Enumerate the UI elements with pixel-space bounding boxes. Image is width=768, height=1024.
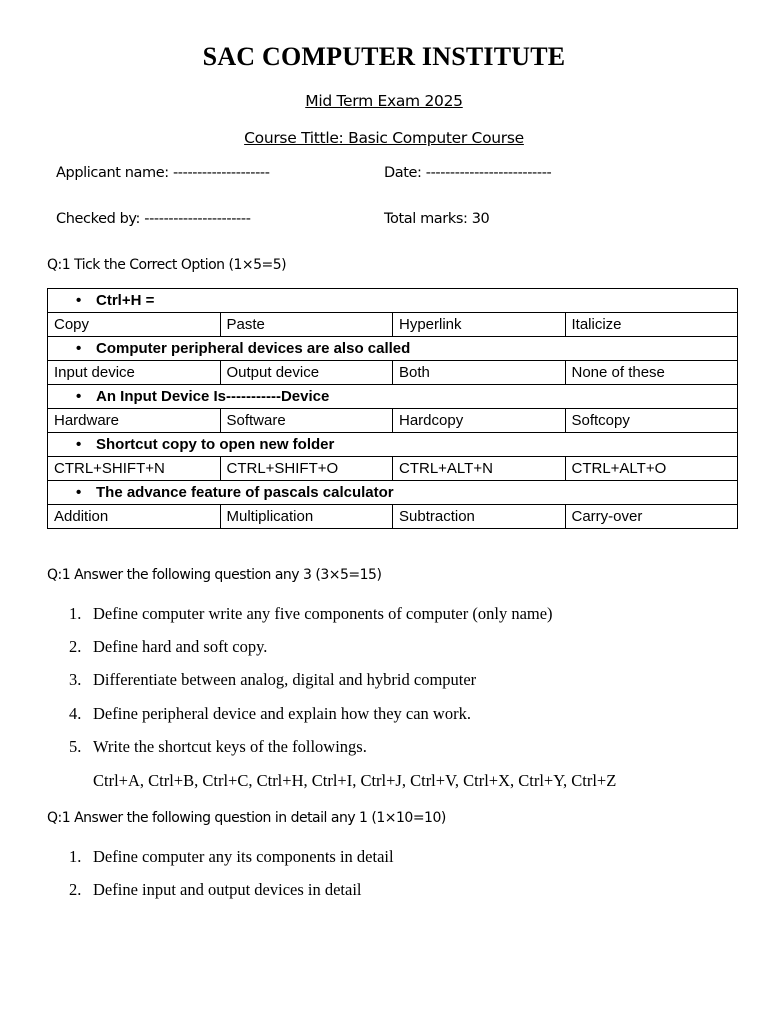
option-cell: Hardware	[48, 409, 221, 433]
item-number: 4.	[69, 703, 82, 723]
list-item	[69, 704, 553, 737]
question-text: An Input Device Is-----------Device	[96, 388, 330, 405]
options-row	[48, 313, 738, 337]
mcq-table	[47, 288, 738, 529]
item-text: Write the shortcut keys of the followings.	[93, 736, 367, 756]
option-cell: Subtraction	[393, 505, 566, 529]
option-cell: Addition	[48, 505, 221, 529]
item-text: Define hard and soft copy.	[93, 637, 268, 657]
option-cell: CTRL+SHIFT+O	[220, 457, 393, 481]
option-cell: CTRL+ALT+O	[565, 457, 738, 481]
option-cell: CTRL+SHIFT+N	[48, 457, 221, 481]
list-item	[69, 604, 553, 637]
option-cell: None of these	[565, 361, 738, 385]
option-cell: Softcopy	[565, 409, 738, 433]
item-text: Differentiate between analog, digital and hybrid computer	[93, 670, 477, 690]
item-text: Define computer write any five components of computer (only name)	[93, 604, 553, 623]
list-item	[69, 670, 553, 703]
item-number: 1.	[69, 604, 82, 623]
question-row	[48, 385, 738, 409]
course-title: Course Tittle: Basic Computer Course	[244, 129, 524, 147]
question-text: Shortcut copy to open new folder	[96, 436, 335, 453]
section2-list	[69, 604, 553, 770]
question-text: Computer peripheral devices are also called	[96, 340, 411, 357]
list-item	[69, 637, 553, 670]
option-cell: Copy	[48, 313, 221, 337]
option-cell: Software	[220, 409, 393, 433]
item-number: 2.	[69, 637, 82, 657]
options-row	[48, 409, 738, 433]
option-cell: Hardcopy	[393, 409, 566, 433]
date-field: Date: --------------------------	[384, 165, 552, 181]
options-row	[48, 457, 738, 481]
section3-heading: Q:1 Answer the following question in detail any 1 (1×10=10)	[47, 810, 446, 826]
option-cell: Both	[393, 361, 566, 385]
option-cell: Paste	[220, 313, 393, 337]
question-row	[48, 433, 738, 457]
question-row	[48, 337, 738, 361]
exam-title: Mid Term Exam 2025	[305, 92, 463, 110]
checked-by-field: Checked by: ----------------------	[56, 211, 251, 227]
section3-list	[69, 847, 394, 913]
bullet-icon: •	[76, 388, 82, 405]
option-cell: Output device	[220, 361, 393, 385]
item-text: Define peripheral device and explain how they can work.	[93, 703, 471, 723]
option-cell: Multiplication	[220, 505, 393, 529]
bullet-icon: •	[76, 292, 82, 309]
question-row	[48, 289, 738, 313]
question-text: The advance feature of pascals calculator	[96, 484, 394, 501]
option-cell: Carry-over	[565, 505, 738, 529]
item-number: 1.	[69, 847, 82, 866]
item-number: 3.	[69, 670, 82, 690]
list-item	[69, 737, 553, 770]
total-marks-field: Total marks: 30	[384, 211, 490, 227]
list-item	[69, 847, 394, 880]
options-row	[48, 505, 738, 529]
item-number: 2.	[69, 880, 82, 900]
item-text: Define input and output devices in detail	[93, 880, 362, 900]
option-cell: Italicize	[565, 313, 738, 337]
option-cell: Hyperlink	[393, 313, 566, 337]
list-item	[69, 880, 394, 913]
section2-heading: Q:1 Answer the following question any 3 (3×5=15)	[47, 567, 382, 583]
option-cell: Input device	[48, 361, 221, 385]
bullet-icon: •	[76, 436, 82, 453]
institute-title: SAC COMPUTER INSTITUTE	[202, 42, 566, 71]
section1-heading: Q:1 Tick the Correct Option (1×5=5)	[47, 257, 287, 273]
option-cell: CTRL+ALT+N	[393, 457, 566, 481]
applicant-name-field: Applicant name: --------------------	[56, 165, 270, 181]
options-row	[48, 361, 738, 385]
question-text: Ctrl+H =	[96, 292, 155, 309]
item-text: Define computer any its components in detail	[93, 847, 394, 866]
shortcut-keys-line: Ctrl+A, Ctrl+B, Ctrl+C, Ctrl+H, Ctrl+I, Ctrl+J, Ctrl+V, Ctrl+X, Ctrl+Y, Ctrl+Z	[93, 771, 617, 790]
question-row	[48, 481, 738, 505]
bullet-icon: •	[76, 484, 82, 501]
item-number: 5.	[69, 736, 82, 756]
bullet-icon: •	[76, 340, 82, 357]
